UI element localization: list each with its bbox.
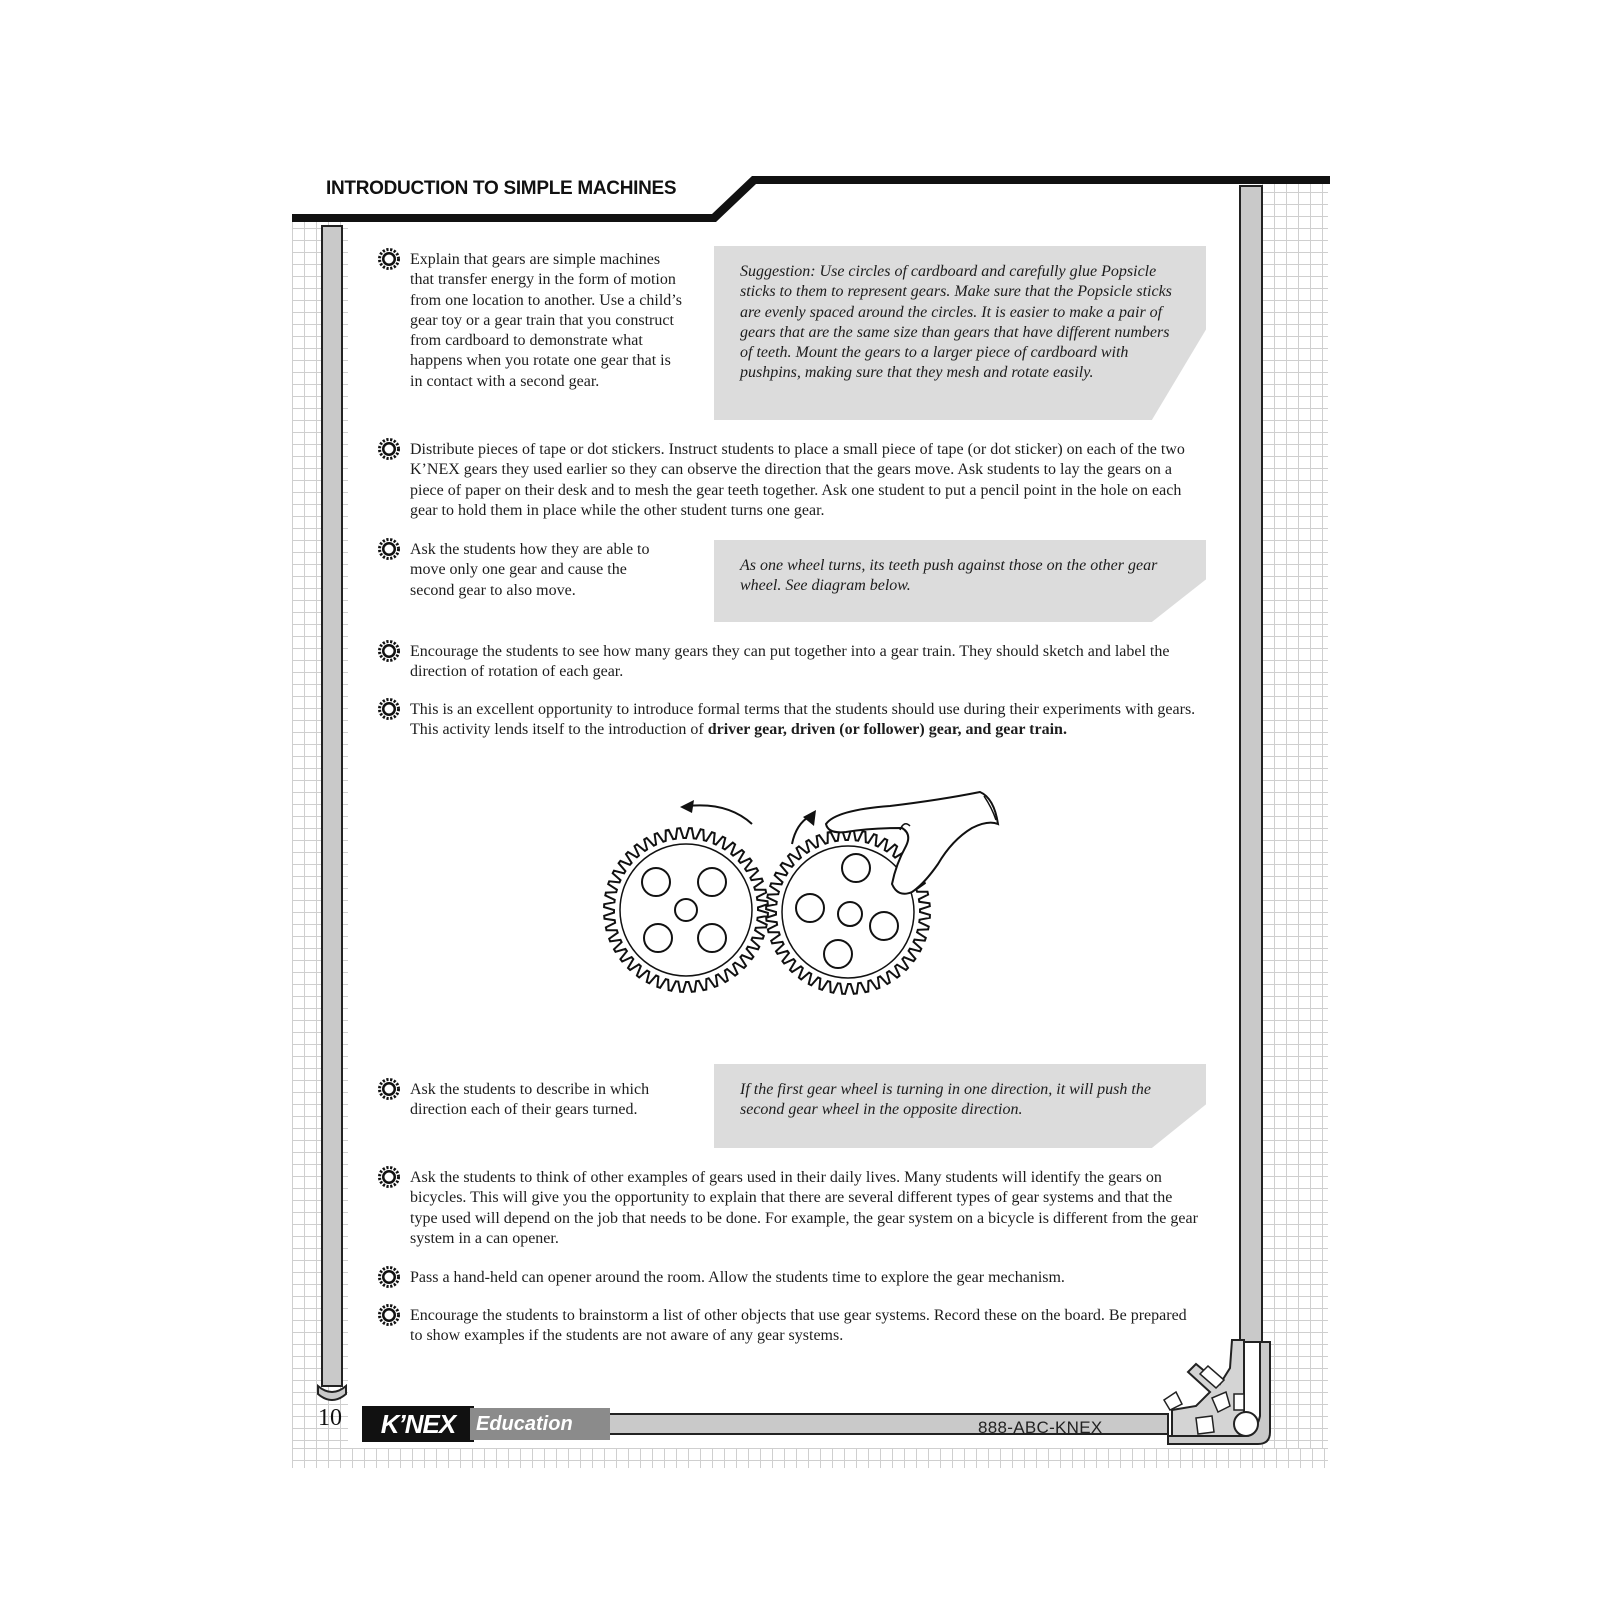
gear-hole	[796, 894, 824, 922]
phone-number: 888-ABC-KNEX	[978, 1418, 1103, 1437]
gear-hole	[644, 924, 672, 952]
page-title: INTRODUCTION TO SIMPLE MACHINES	[326, 178, 677, 199]
list-item: Ask the students to describe in which direction each of their gears turned.	[410, 1081, 650, 1119]
gear-hole	[642, 868, 670, 896]
gear-bullet-icon	[378, 248, 400, 270]
gear-bullet-icon	[378, 1266, 400, 1288]
gear-bullet-icon	[378, 1166, 400, 1188]
list-item: Encourage the students to brainstorm a list of other objects that use gear systems. Record these on the board. Be prepared to show examples if the students are not aware of any gear systems.	[410, 1307, 1187, 1345]
corner-connector-icon	[1164, 1340, 1270, 1444]
gear-bullet-icon	[378, 1304, 400, 1326]
education-label: Education	[470, 1408, 610, 1440]
gear-bullet-icon	[378, 438, 400, 460]
list-item	[410, 700, 1200, 741]
gear-bullet-icon	[378, 698, 400, 720]
gear-hole	[698, 868, 726, 896]
key-terms: driver gear, driven (or follower) gear, and gear train.	[707, 721, 1067, 739]
gear-hole	[838, 902, 862, 926]
gear-diagram	[600, 780, 1040, 1010]
counterclockwise-arrow-icon	[688, 805, 752, 824]
gear-hole	[870, 912, 898, 940]
knex-logo: K’NEX	[362, 1406, 474, 1442]
page-number: 10	[318, 1405, 342, 1431]
list-item: Ask the students to think of other examples of gears used in their daily lives. Many students will identify the gears on bicycles. This will give you the opportunity to explain that there are several different types of gear systems and that the type used will depend on the job that needs to be done. For example, the gear system on a bicycle is different from the gear system in a can opener.	[410, 1169, 1198, 1247]
list-item-text: This is an excellent opportunity to introduce formal terms that the students should use during their experiments with gears. This activity lends itself to the introduction of	[410, 701, 1196, 739]
gear-bullet-icon	[378, 1078, 400, 1100]
gear-hole	[842, 854, 870, 882]
driver-gear-icon	[604, 828, 768, 992]
list-item: Ask the students how they are able to move only one gear and cause the second gear to also move.	[410, 541, 650, 599]
list-item: Pass a hand-held can opener around the room. Allow the students time to explore the gear mechanism.	[410, 1269, 1065, 1286]
list-item: Explain that gears are simple machines that transfer energy in the form of motion from one location to another. Use a child’s gear toy or a gear train that you construct from cardboard to demonstrate what happens when you rotate one gear that is in contact with a second gear.	[410, 251, 682, 390]
gear-bullet-icon	[378, 538, 400, 560]
gear-hole	[675, 899, 697, 921]
gear-bullet-icon	[378, 640, 400, 662]
list-item: Encourage the students to see how many gears they can put together into a gear train. They should sketch and label the direction of rotation of each gear.	[410, 643, 1170, 681]
gear-hole	[698, 924, 726, 952]
note-text: If the first gear wheel is turning in one direction, it will push the second gear wheel in the opposite direction.	[740, 1081, 1151, 1119]
suggestion-text: Suggestion: Use circles of cardboard and carefully glue Popsicle sticks to them to represent gears. Make sure that the Popsicle sticks are evenly spaced around the circles. It is easier to make a pair of gears that are the same size than gears that have different numbers of teeth. Mount the gears to a larger piece of cardboard with pushpins, making sure that they mesh and rotate easily.	[740, 263, 1172, 382]
gear-hole	[824, 940, 852, 968]
note-text: As one wheel turns, its teeth push against those on the other gear wheel. See diagram below.	[740, 557, 1158, 595]
list-item: Distribute pieces of tape or dot stickers. Instruct students to place a small piece of tape (or dot sticker) on each of the two K’NEX gears they used earlier so they can observe the direction that the gears move. Ask students to lay the gears on a piece of paper on their desk and to mesh the gear teeth together. Ask one student to put a pencil point in the hole on each gear to hold them in place while the other student turns one gear.	[410, 441, 1185, 519]
